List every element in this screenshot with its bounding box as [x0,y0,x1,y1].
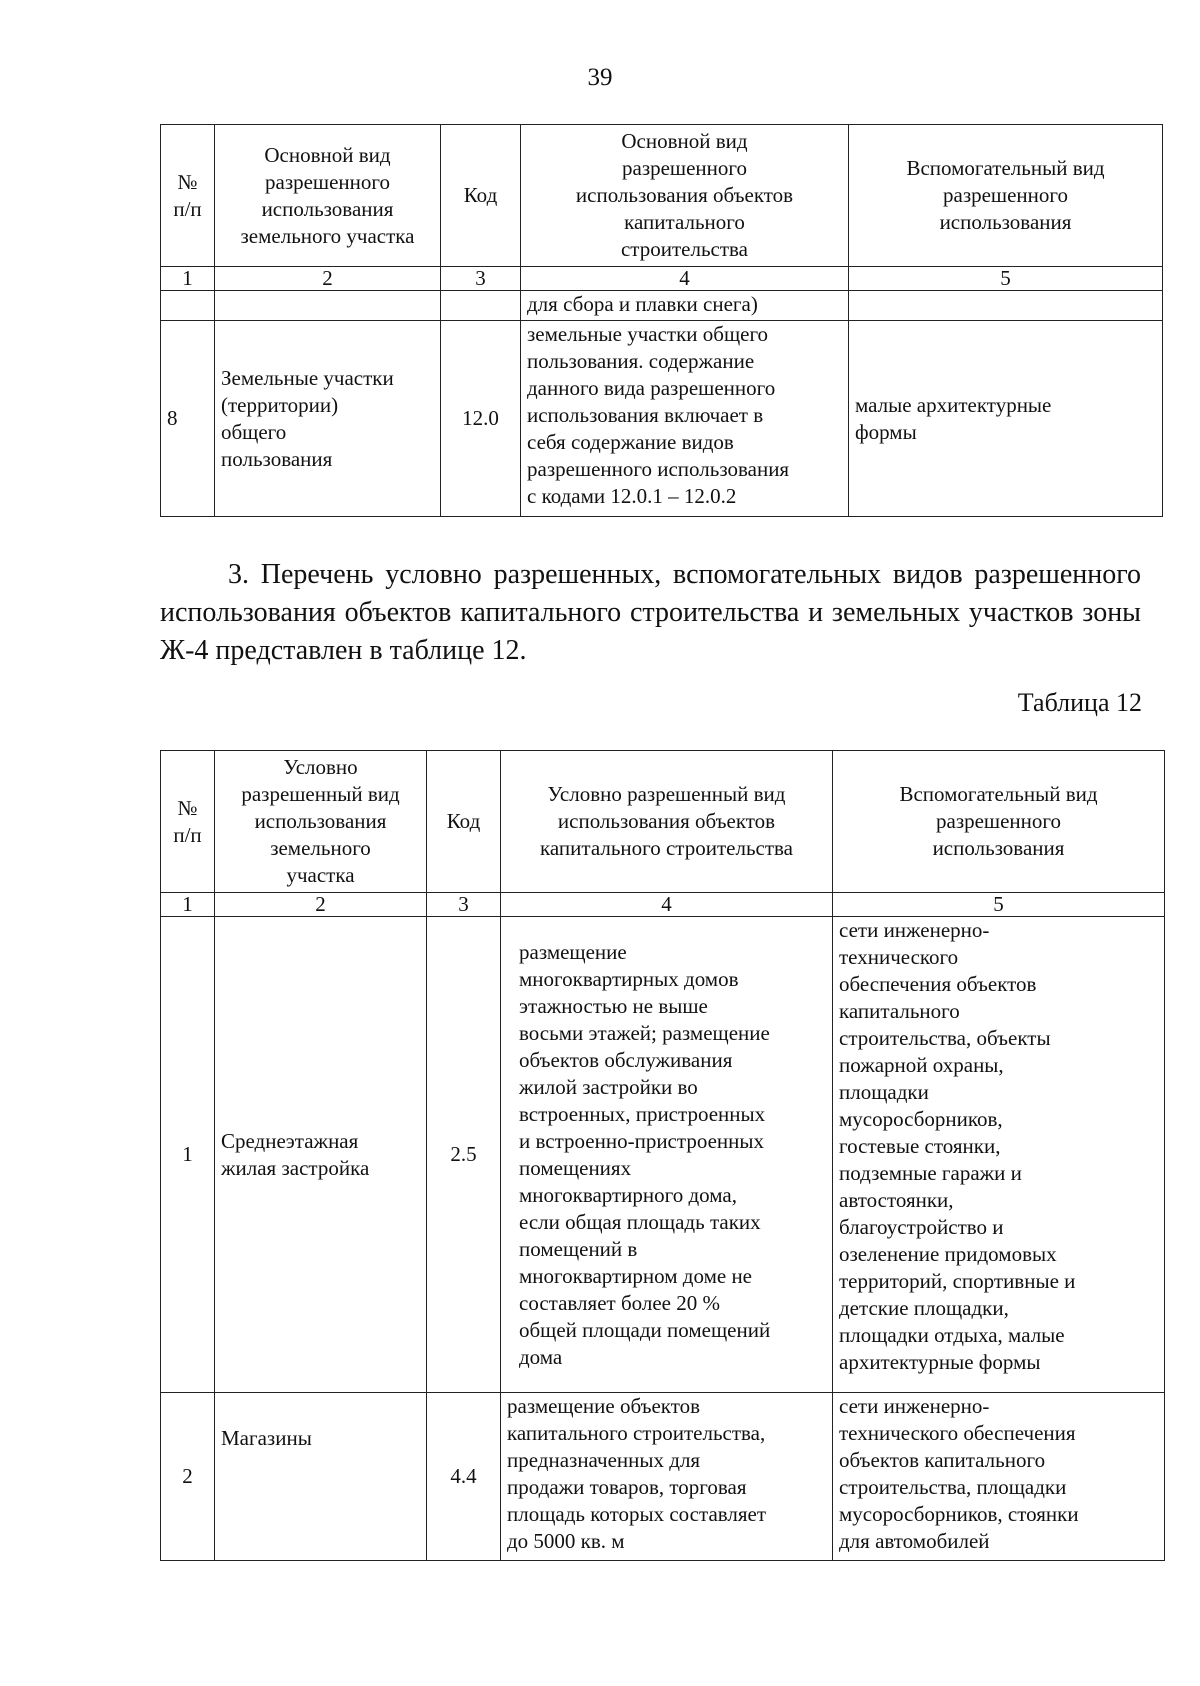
cell-auxiliary-use: малые архитектурные формы [849,321,1163,517]
cell-code: 12.0 [441,321,521,517]
permitted-use-table-continued [160,124,1163,517]
column-index-row [161,893,1165,917]
table-row [161,917,1165,1393]
header-land-use: Условно разрешенный вид использования земельного участка [215,751,427,893]
cell-building-use: для сбора и плавки снега) [521,291,849,321]
cell-number [161,291,215,321]
cell-building-use: размещение многоквартирных домов этажностью не выше восьми этажей; размещение объектов обслуживания жилой застройки во встроенных, пристроенных и встроенно-пристроенных помещениях многоквартирного дома, если общая площадь таких помещений в многоквартирном доме не составляет более 20 % общей площади помещений дома [501,917,833,1393]
cell-land-use: Земельные участки (территории) общего пользования [215,321,441,517]
table-header-row [161,751,1165,893]
cell-building-use: размещение объектов капитального строительства, предназначенных для продажи товаров, торговая площадь которых составляет до 5000 кв. м [501,1393,833,1561]
column-index: 1 [161,267,215,291]
header-code: Код [427,751,501,893]
cell-code: 4.4 [427,1393,501,1561]
column-index: 3 [427,893,501,917]
table-header-row [161,125,1163,267]
cell-land-use [215,291,441,321]
header-building-use: Условно разрешенный вид использования объектов капитального строительства [501,751,833,893]
table-row [161,321,1163,517]
cell-number: 1 [161,917,215,1393]
cell-auxiliary-use: сети инженерно- технического обеспечения объектов капитального строительства, объекты пожарной охраны, площадки мусоросборников, гостевые стоянки, подземные гаражи и автостоянки, благоустройство и озеленение придомовых территорий, спортивные и детские площадки, площадки отдыха, малые архитектурные формы [833,917,1165,1393]
column-index: 2 [215,267,441,291]
header-auxiliary-use: Вспомогательный вид разрешенного использования [833,751,1165,893]
column-index: 5 [833,893,1165,917]
cell-code [441,291,521,321]
cell-land-use: Среднеэтажная жилая застройка [215,917,427,1393]
header-auxiliary-use: Вспомогательный вид разрешенного использования [849,125,1163,267]
header-building-use: Основной вид разрешенного использования объектов капитального строительства [521,125,849,267]
column-index-row [161,267,1163,291]
header-code: Код [441,125,521,267]
header-land-use: Основной вид разрешенного использования земельного участка [215,125,441,267]
cell-land-use: Магазины [215,1393,427,1561]
table-caption: Таблица 12 [1017,688,1142,717]
cell-number: 2 [161,1393,215,1561]
section-paragraph: 3. Перечень условно разрешенных, вспомогательных видов разрешенного использования объектов капитального строительства и земельных участков зоны Ж-4 представлен в таблице 12. [160,559,1141,666]
column-index: 1 [161,893,215,917]
conditional-use-table [160,750,1165,1561]
cell-code: 2.5 [427,917,501,1393]
cell-number: 8 [161,321,215,517]
page-number: 39 [587,64,613,91]
table-row [161,1393,1165,1561]
column-index: 4 [501,893,833,917]
column-index: 4 [521,267,849,291]
column-index: 5 [849,267,1163,291]
header-number: № п/п [161,751,215,893]
cell-auxiliary-use [849,291,1163,321]
cell-auxiliary-use: сети инженерно- технического обеспечения объектов капитального строительства, площадки мусоросборников, стоянки для автомобилей [833,1393,1165,1561]
column-index: 2 [215,893,427,917]
header-number: № п/п [161,125,215,267]
table-row [161,291,1163,321]
column-index: 3 [441,267,521,291]
cell-building-use: земельные участки общего пользования. содержание данного вида разрешенного использования включает в себя содержание видов разрешенного использования с кодами 12.0.1 – 12.0.2 [521,321,849,517]
